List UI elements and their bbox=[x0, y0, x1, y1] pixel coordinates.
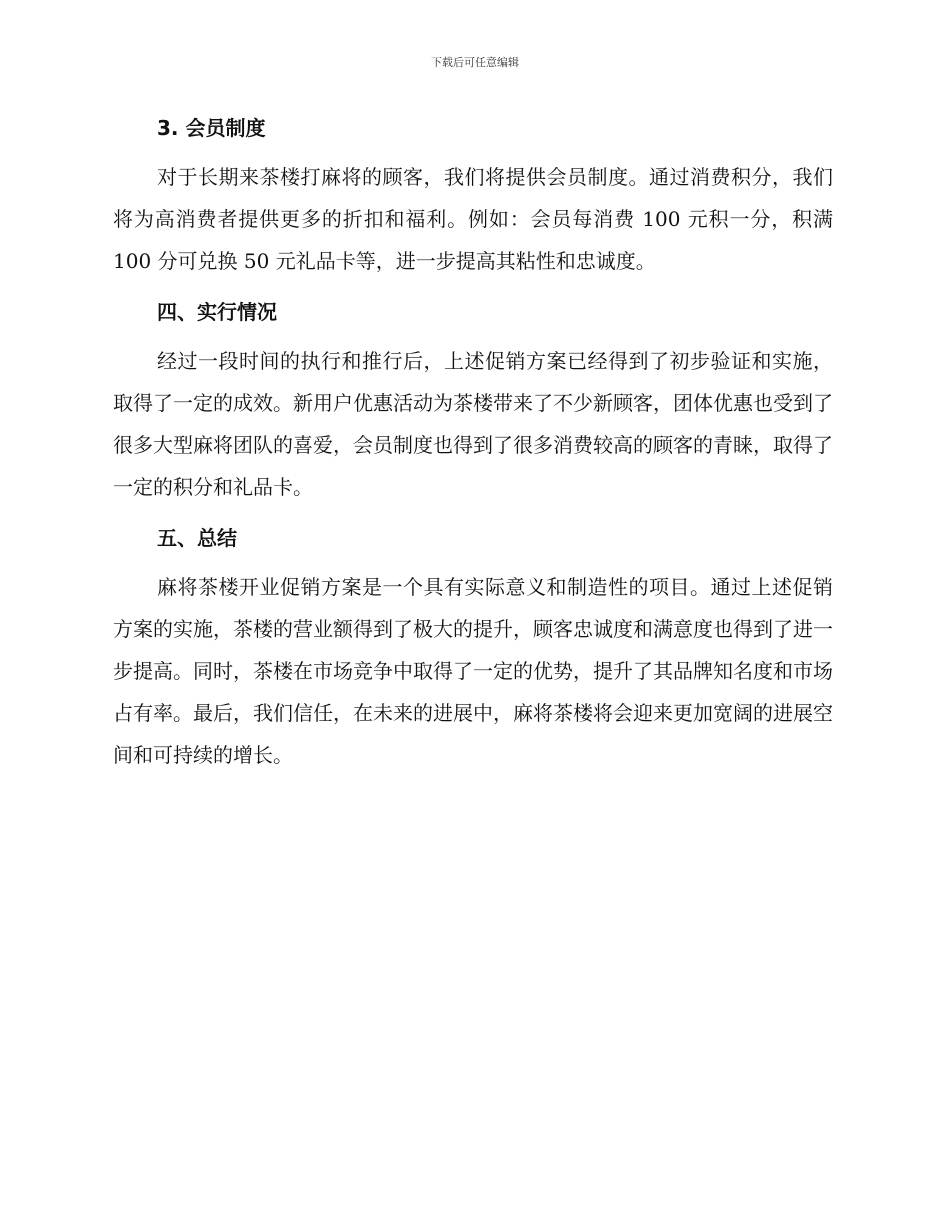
section-paragraph-implementation: 经过一段时间的执行和推行后，上述促销方案已经得到了初步验证和实施，取得了一定的成效。新用户优惠活动为茶楼带来了不少新顾客，团体优惠也受到了很多大型麻将团队的喜爱，会员制度也得到了很多消费较高的顾客的青睐，取得了一定的积分和礼品卡。 bbox=[113, 349, 833, 499]
section-paragraph-summary: 麻将茶楼开业促销方案是一个具有实际意义和制造性的项目。通过上述促销方案的实施，茶楼的营业额得到了极大的提升，顾客忠诚度和满意度也得到了进一步提高。同时，茶楼在市场竞争中取得了一定的优势，提升了其品牌知名度和市场占有率。最后，我们信任，在未来的进展中，麻将茶楼将会迎来更加宽阔的进展空间和可持续的增长。 bbox=[113, 575, 833, 767]
section-heading-summary: 五、总结 bbox=[157, 526, 237, 550]
section-heading-implementation: 四、实行情况 bbox=[157, 300, 277, 324]
section-heading-membership: 3. 会员制度 bbox=[157, 116, 266, 140]
section-paragraph-membership: 对于长期来茶楼打麻将的顾客，我们将提供会员制度。通过消费积分，我们将为高消费者提供更多的折扣和福利。例如：会员每消费 100 元积一分，积满 100 分可兑换 50 元礼品卡等，进一步提高其粘性和忠诚度。 bbox=[113, 165, 833, 273]
page-header: 下载后可任意编辑 bbox=[431, 56, 519, 69]
document-body bbox=[113, 108, 833, 786]
